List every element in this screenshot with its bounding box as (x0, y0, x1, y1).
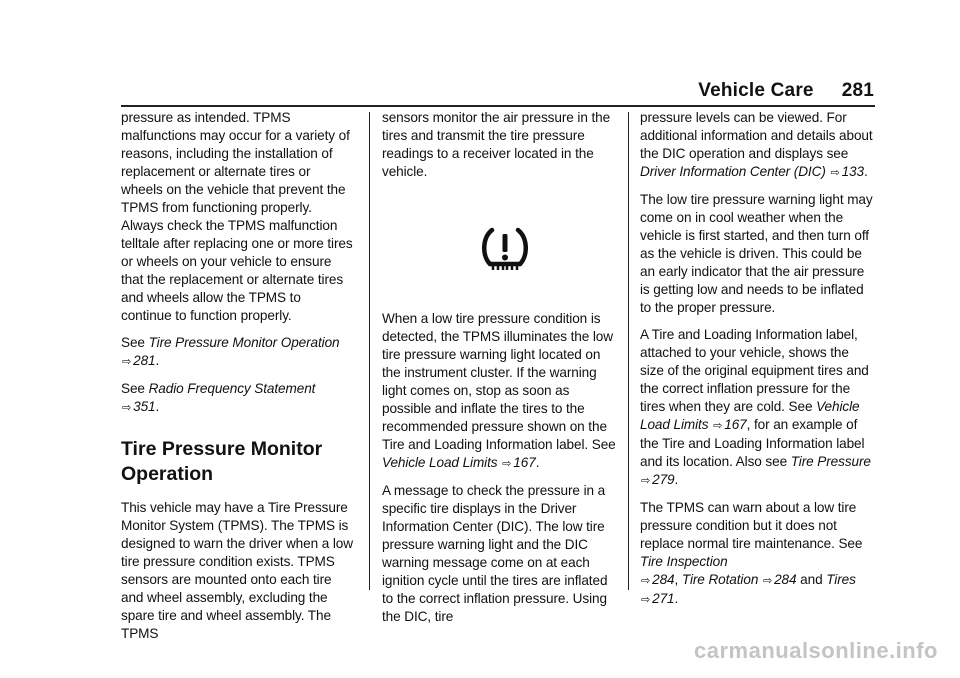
cross-reference-link[interactable]: Tire Inspection (640, 554, 728, 569)
arrow-icon: ⇨ (641, 475, 651, 487)
see-reference: See Tire Pressure Monitor Operation ⇨ 281. (121, 335, 340, 368)
see-label: See (121, 381, 149, 396)
section-title: Tire Pressure Monitor Operation (121, 438, 323, 485)
cross-reference-link[interactable]: Tires (826, 572, 856, 587)
column-divider (628, 112, 629, 590)
page-reference-link[interactable]: 284 (774, 572, 797, 587)
column-1 (121, 109, 355, 652)
arrow-icon: ⇨ (713, 420, 723, 432)
watermark: carmanualsonline.info (694, 638, 938, 663)
paragraph: A Tire and Loading Information label, attached to your vehicle, shows the size of the original equipment tires and the correct inflation pressure for the tires when they are cold. See Vehicle Load Limits ⇨ 167, for an example of the Tire and Loading Information label and its location. Also see Tire Pressure ⇨ 279. (640, 327, 871, 487)
arrow-icon: ⇨ (641, 594, 651, 606)
page-reference-link[interactable]: 167 (513, 455, 536, 470)
arrow-icon: ⇨ (122, 356, 132, 368)
header-rule (121, 105, 875, 107)
column-divider (369, 112, 370, 590)
paragraph: The TPMS can warn about a low tire pressure condition but it does not replace normal tire maintenance. See Tire Inspection ⇨ 284, Tire Rotation ⇨ 284 and Tires ⇨ 271. (640, 500, 863, 606)
paragraph: pressure as intended. TPMS malfunctions may occur for a variety of reasons, including the installation of replacement or alternate tires or wheels on the vehicle that prevent the TPMS from functioning properly. Always check the TPMS malfunction telltale after replacing one or more tires or wheels on your vehicle to ensure that the replacement or alternate tires and wheels allow the TPMS to continue to function properly. (121, 110, 353, 323)
column-3 (640, 109, 874, 618)
cross-reference-link[interactable]: Tire Pressure (790, 454, 871, 469)
cross-reference-link[interactable]: Vehicle Load Limits (640, 399, 860, 432)
arrow-icon: ⇨ (830, 167, 840, 179)
paragraph: This vehicle may have a Tire Pressure Monitor System (TPMS). The TPMS is designed to warn the driver when a low tire pressure condition exists. TPMS sensors are mounted onto each tire and wheel assembly, excluding the spare tire and wheel assembly. The TPMS (121, 500, 353, 641)
paragraph: sensors monitor the air pressure in the tires and transmit the tire pressure readings to a receiver located in the vehicle. (382, 110, 611, 179)
page-reference-link[interactable]: 351 (133, 399, 156, 414)
cross-reference-link[interactable]: Driver Information Center (DIC) (640, 164, 826, 179)
cross-reference-link[interactable]: Radio Frequency Statement (148, 381, 316, 396)
arrow-icon: ⇨ (641, 575, 651, 587)
cross-reference-link[interactable]: Vehicle Load Limits (382, 455, 498, 470)
paragraph: pressure levels can be viewed. For additional information and details about the DIC operation and displays see Driver Information Center (DIC) ⇨ 133. (640, 110, 873, 179)
arrow-icon: ⇨ (122, 402, 132, 414)
page-number: 281 (841, 80, 874, 101)
paragraph: When a low tire pressure condition is detected, the TPMS illuminates the low tire pressure warning light located on the instrument cluster. If the warning light comes on, stop as soon as possible and inflate the tires to the recommended pressure shown on the Tire and Loading Information label. See Vehicle Load Limits ⇨ 167. (382, 311, 616, 470)
column-2 (382, 109, 616, 635)
page-reference-link[interactable]: 281 (133, 353, 156, 368)
see-reference: See Radio Frequency Statement ⇨ 351. (121, 381, 316, 414)
arrow-icon: ⇨ (762, 575, 773, 587)
cross-reference-link[interactable]: Tire Pressure Monitor Operation (148, 335, 340, 350)
page-header (698, 80, 874, 102)
tire-pressure-warning-icon (480, 226, 530, 272)
page-reference-link[interactable]: 279 (652, 472, 675, 487)
cross-reference-link[interactable]: Tire Rotation (681, 572, 759, 587)
paragraph: A message to check the pressure in a specific tire displays in the Driver Information Center (DIC). The low tire pressure warning light and the DIC warning message come on at each ignition cycle until the tires are inflated to the correct inflation pressure. Using the DIC, tire (382, 483, 608, 624)
arrow-icon: ⇨ (502, 458, 512, 470)
see-label: See (121, 335, 149, 350)
page-reference-link[interactable]: 167 (724, 417, 747, 432)
page-reference-link[interactable]: 271 (652, 591, 675, 606)
page-reference-link[interactable]: 133 (841, 164, 864, 179)
page-reference-link[interactable]: 284 (652, 572, 675, 587)
paragraph: The low tire pressure warning light may come on in cool weather when the vehicle is first started, and then turn off as the vehicle is driven. This could be an early indicator that the air pressure is getting low and needs to be inflated to the proper pressure. (640, 192, 873, 315)
section-name: Vehicle Care (698, 80, 814, 101)
